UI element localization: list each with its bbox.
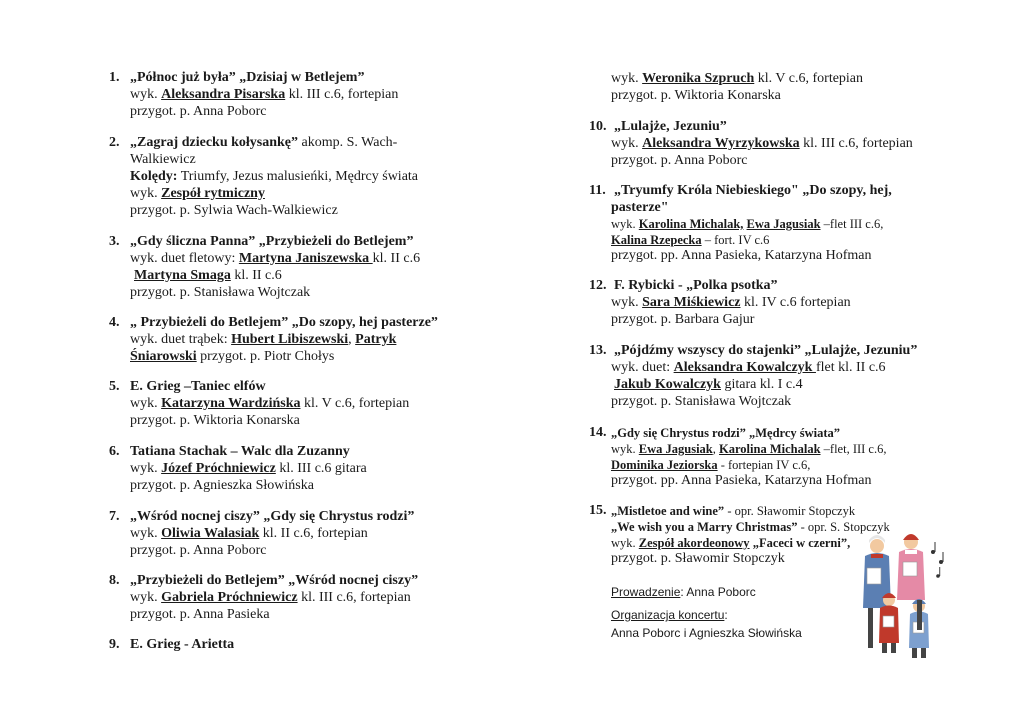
koledy-line: Kolędy: Triumfy, Jezus malusieńki, Mędrcy świata <box>130 169 419 184</box>
performer-name: Hubert Libiszewski <box>231 332 349 347</box>
item-number: 8. <box>109 573 120 588</box>
item-title: „Zagraj dziecku kołysankę” akomp. S. Wach- <box>130 135 398 150</box>
performer-line: wyk. Gabriela Próchniewicz kl. III c.6, fortepian <box>130 590 411 605</box>
carolers-illustration <box>855 528 955 668</box>
item-title: F. Rybicki - „Polka psotka” <box>614 278 778 293</box>
item-title: „ Przybieżeli do Betlejem” „Do szopy, hej pasterze” <box>130 315 438 330</box>
prep-line: przygot. p. Stanisława Wojtczak <box>611 394 792 409</box>
item-title: „Gdy się Chrystus rodzi” „Mędrcy świata” <box>611 426 841 440</box>
organization-names: Anna Poborc i Agnieszka Słowińska <box>611 626 802 640</box>
prep-line: przygot. pp. Anna Pasieka, Katarzyna Hofman <box>611 473 872 488</box>
item-number: 9. <box>109 637 120 652</box>
prep-line: przygot. p. Sylwia Wach-Walkiewicz <box>130 203 338 218</box>
performer-line-2: Śniarowski przygot. p. Piotr Chołys <box>130 349 335 364</box>
prep-line: przygot. p. Anna Pasieka <box>130 607 270 622</box>
item-title-line2: Walkiewicz <box>130 152 196 167</box>
item-number: 2. <box>109 135 120 150</box>
performer-line-2: Martyna Smaga kl. II c.6 <box>134 268 282 283</box>
prep-line: przygot. p. Wiktoria Konarska <box>611 88 781 103</box>
performer-line: wyk. duet: Aleksandra Kowalczyk flet kl. II c.6 <box>611 360 886 375</box>
performer-name: Katarzyna Wardzińska <box>161 396 301 411</box>
item-number: 10. <box>589 119 607 134</box>
item-title: „Pójdźmy wszyscy do stajenki” „Lulajże, Jezuniu” <box>614 343 918 358</box>
item-title: „Mistletoe and wine” - opr. Sławomir Stopczyk <box>611 504 856 518</box>
item-number: 15. <box>589 503 607 518</box>
item-number: 14. <box>589 425 607 440</box>
performer-name: Karolina Michalak, <box>638 217 744 231</box>
performer-line: wyk. Józef Próchniewicz kl. III c.6 gitara <box>130 461 367 476</box>
organization-label: Organizacja koncertu: <box>611 608 728 622</box>
item-number: 5. <box>109 379 120 394</box>
performer-name: Zespół rytmiczny <box>161 186 265 201</box>
performer-line: wyk. Zespół akordeonowy „Faceci w czerni”, <box>611 536 851 550</box>
performer-name: Aleksandra Kowalczyk <box>673 360 816 375</box>
item-number: 4. <box>109 315 120 330</box>
performer-line: wyk. Karolina Michalak, Ewa Jagusiak –flet III c.6, <box>611 217 884 231</box>
performer-line: wyk. Katarzyna Wardzińska kl. V c.6, fortepian <box>130 396 410 411</box>
performer-name: Jakub Kowalczyk <box>614 377 721 392</box>
prep-line: przygot. pp. Anna Pasieka, Katarzyna Hofman <box>611 248 872 263</box>
performer-line: wyk. Weronika Szpruch kl. V c.6, fortepian <box>611 71 864 86</box>
item-number: 3. <box>109 234 120 249</box>
performer-line-2: Jakub Kowalczyk gitara kl. I c.4 <box>614 377 803 392</box>
prep-line: przygot. p. Barbara Gajur <box>611 312 755 327</box>
prep-line: przygot. p. Sławomir Stopczyk <box>611 551 785 566</box>
item-title: „Wśród nocnej ciszy” „Gdy się Chrystus rodzi” <box>130 509 415 524</box>
performer-line: wyk. Aleksandra Wyrzykowska kl. III c.6, fortepian <box>611 136 913 151</box>
performer-line: wyk. Sara Miśkiewicz kl. IV c.6 fortepian <box>611 295 851 310</box>
item-number: 13. <box>589 343 607 358</box>
item-number: 12. <box>589 278 607 293</box>
item-title: „Przybieżeli do Betlejem” „Wśród nocnej ciszy” <box>130 573 419 588</box>
item-number: 7. <box>109 509 120 524</box>
performer-name: Józef Próchniewicz <box>161 461 276 476</box>
item-title: „Północ już była” „Dzisiaj w Betlejem” <box>130 70 365 85</box>
item-number: 6. <box>109 444 120 459</box>
performer-name: Sara Miśkiewicz <box>642 295 741 310</box>
performer-name: Aleksandra Pisarska <box>161 87 286 102</box>
prep-line: przygot. p. Anna Poborc <box>130 104 267 119</box>
performer-line-2: Kalina Rzepecka – fort. IV c.6 <box>611 233 770 247</box>
item-title-2: „We wish you a Marry Christmas” - opr. S. Stopczyk <box>611 520 890 534</box>
performer-name: Ewa Jagusiak <box>746 217 821 231</box>
performer-line: wyk. Zespół rytmiczny <box>130 186 265 201</box>
item-title-line2: pasterze" <box>611 200 669 215</box>
performer-name: Oliwia Walasiak <box>161 526 260 541</box>
host-line: Prowadzenie: Anna Poborc <box>611 585 756 599</box>
performer-name: Dominika Jeziorska <box>611 458 718 472</box>
item-number: 11. <box>589 183 606 198</box>
item-title: „Tryumfy Króla Niebieskiego" „Do szopy, hej, <box>614 183 892 198</box>
performer-name: Kalina Rzepecka <box>611 233 702 247</box>
performer-name: Martyna Smaga <box>134 268 231 283</box>
performer-line: wyk. Ewa Jagusiak, Karolina Michalak –flet, III c.6, <box>611 442 887 456</box>
performer-line: wyk. Aleksandra Pisarska kl. III c.6, fortepian <box>130 87 399 102</box>
performer-line: wyk. Oliwia Walasiak kl. II c.6, fortepian <box>130 526 368 541</box>
prep-line: przygot. p. Anna Poborc <box>611 153 748 168</box>
prep-line: przygot. p. Anna Poborc <box>130 543 267 558</box>
item-number: 1. <box>109 70 120 85</box>
performer-line: wyk. duet fletowy: Martyna Janiszewska kl. II c.6 <box>130 251 421 266</box>
performer-line-2: Dominika Jeziorska - fortepian IV c.6, <box>611 458 811 472</box>
item-title: „Lulajże, Jezuniu” <box>614 119 727 134</box>
performer-name: Ewa Jagusiak <box>638 442 713 456</box>
performer-line: wyk. duet trąbek: Hubert Libiszewski, Patryk <box>130 332 397 347</box>
performer-name: Śniarowski <box>130 349 197 364</box>
performer-name: Zespół akordeonowy <box>638 536 750 550</box>
prep-line: przygot. p. Wiktoria Konarska <box>130 413 300 428</box>
item-title: Tatiana Stachak – Walc dla Zuzanny <box>130 444 350 459</box>
performer-name: Martyna Janiszewska <box>238 251 373 266</box>
item-title: E. Grieg - Arietta <box>130 637 235 652</box>
performer-name: Patryk <box>355 332 397 347</box>
performer-name: Karolina Michalak <box>719 442 821 456</box>
performer-name: Gabriela Próchniewicz <box>161 590 298 605</box>
item-title: E. Grieg –Taniec elfów <box>130 379 266 394</box>
performer-name: Aleksandra Wyrzykowska <box>642 136 800 151</box>
prep-line: przygot. p. Stanisława Wojtczak <box>130 285 311 300</box>
performer-name: Weronika Szpruch <box>642 71 755 86</box>
item-title: „Gdy śliczna Panna” „Przybieżeli do Betlejem” <box>130 234 414 249</box>
prep-line: przygot. p. Agnieszka Słowińska <box>130 478 314 493</box>
